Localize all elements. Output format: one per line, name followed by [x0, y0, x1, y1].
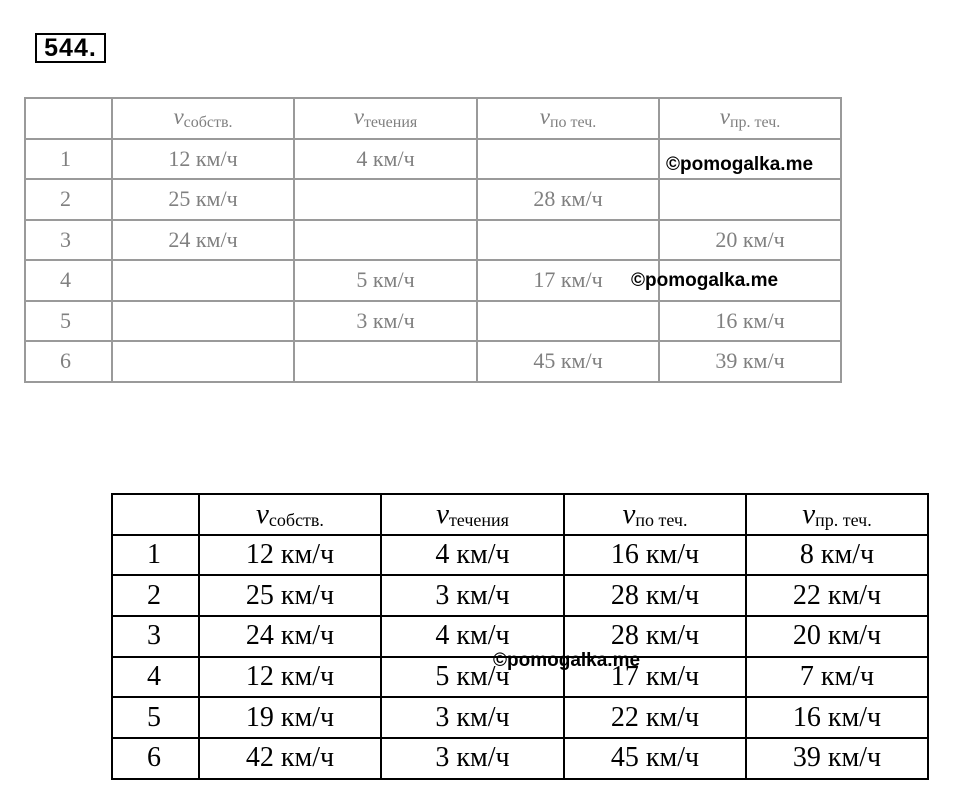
header-downstream-label: по теч.: [549, 114, 597, 132]
own-speed-cell: [112, 260, 294, 301]
row-number: 6: [112, 738, 199, 779]
v-symbol: v: [622, 497, 636, 530]
watermark: ©pomogalka.me: [666, 154, 814, 175]
row-number: 2: [112, 575, 199, 616]
current-speed-cell: 5 км/ч: [294, 260, 477, 301]
row-number: 1: [25, 139, 112, 180]
upstream-speed-cell: 8 км/ч: [746, 535, 928, 576]
upstream-speed-cell: 22 км/ч: [746, 575, 928, 616]
downstream-speed-cell: 28 км/ч: [477, 179, 659, 220]
table-row: [25, 179, 841, 220]
header-current-speed: [381, 494, 564, 535]
upstream-speed-cell: 39 км/ч: [746, 738, 928, 779]
downstream-speed-cell: 17 км/ч: [477, 260, 659, 301]
row-number: 4: [25, 260, 112, 301]
row-number: 4: [112, 657, 199, 698]
header-upstream-speed: [659, 98, 841, 139]
watermark: ©pomogalka.me: [493, 650, 641, 671]
table-row: [112, 697, 928, 738]
downstream-speed-cell: 22 км/ч: [564, 697, 746, 738]
current-speed-cell: [294, 220, 477, 261]
row-number: 5: [25, 301, 112, 342]
upstream-speed-cell: 20 км/ч: [659, 220, 841, 261]
header-own-label: собств.: [183, 114, 233, 132]
table-row: [25, 341, 841, 382]
header-cell-empty: [112, 494, 199, 535]
header-own-label: собств.: [268, 509, 324, 530]
row-number: 2: [25, 179, 112, 220]
header-downstream-label: по теч.: [635, 509, 688, 530]
row-number: 3: [112, 616, 199, 657]
downstream-speed-cell: 45 км/ч: [564, 738, 746, 779]
upstream-speed-cell: 7 км/ч: [746, 657, 928, 698]
current-speed-cell: 3 км/ч: [294, 301, 477, 342]
header-current-label: течения: [448, 509, 509, 530]
upstream-speed-cell: [659, 179, 841, 220]
current-speed-cell: [294, 341, 477, 382]
current-speed-cell: 4 км/ч: [294, 139, 477, 180]
v-symbol: v: [719, 104, 730, 130]
own-speed-cell: 24 км/ч: [199, 616, 381, 657]
current-speed-cell: 5 км/ч: [381, 657, 564, 698]
own-speed-cell: 19 км/ч: [199, 697, 381, 738]
table-row: [112, 535, 928, 576]
row-number: 6: [25, 341, 112, 382]
answer-table: [111, 493, 929, 780]
header-downstream-speed: [477, 98, 659, 139]
own-speed-cell: 12 км/ч: [199, 657, 381, 698]
table-row: [112, 738, 928, 779]
header-cell-empty: [25, 98, 112, 139]
header-own-speed: [112, 98, 294, 139]
header-upstream-speed: [746, 494, 928, 535]
current-speed-cell: 3 км/ч: [381, 738, 564, 779]
row-number: 3: [25, 220, 112, 261]
v-symbol: v: [539, 104, 550, 130]
row-number: 1: [112, 535, 199, 576]
upstream-speed-cell: 20 км/ч: [746, 616, 928, 657]
downstream-speed-cell: 16 км/ч: [564, 535, 746, 576]
downstream-speed-cell: 28 км/ч: [564, 575, 746, 616]
v-symbol: v: [802, 497, 816, 530]
upstream-speed-cell: 16 км/ч: [659, 301, 841, 342]
current-speed-cell: 4 км/ч: [381, 535, 564, 576]
own-speed-cell: [112, 301, 294, 342]
own-speed-cell: 12 км/ч: [199, 535, 381, 576]
downstream-speed-cell: 45 км/ч: [477, 341, 659, 382]
downstream-speed-cell: [477, 139, 659, 180]
row-number: 5: [112, 697, 199, 738]
v-symbol: v: [256, 497, 269, 530]
table-header-row: [25, 98, 841, 139]
task-table: [24, 97, 842, 383]
downstream-speed-cell: [477, 301, 659, 342]
watermark: ©pomogalka.me: [631, 270, 779, 291]
v-symbol: v: [353, 104, 364, 130]
header-current-speed: [294, 98, 477, 139]
downstream-speed-cell: [477, 220, 659, 261]
v-symbol: v: [173, 104, 184, 130]
own-speed-cell: 25 км/ч: [199, 575, 381, 616]
upstream-speed-cell: 16 км/ч: [746, 697, 928, 738]
header-own-speed: [199, 494, 381, 535]
header-current-label: течения: [363, 114, 418, 132]
current-speed-cell: [294, 179, 477, 220]
current-speed-cell: 3 км/ч: [381, 575, 564, 616]
own-speed-cell: 25 км/ч: [112, 179, 294, 220]
own-speed-cell: 12 км/ч: [112, 139, 294, 180]
table-row: [25, 220, 841, 261]
current-speed-cell: 4 км/ч: [381, 616, 564, 657]
downstream-speed-cell: 17 км/ч: [564, 657, 746, 698]
table-row: [112, 575, 928, 616]
header-upstream-label: пр. теч.: [729, 114, 781, 132]
upstream-speed-cell: 39 км/ч: [659, 341, 841, 382]
header-downstream-speed: [564, 494, 746, 535]
current-speed-cell: 3 км/ч: [381, 697, 564, 738]
table-row: [25, 301, 841, 342]
own-speed-cell: 42 км/ч: [199, 738, 381, 779]
table-header-row: [112, 494, 928, 535]
header-upstream-label: пр. теч.: [815, 509, 872, 530]
downstream-speed-cell: 28 км/ч: [564, 616, 746, 657]
own-speed-cell: [112, 341, 294, 382]
v-symbol: v: [436, 497, 449, 530]
problem-number: 544.: [35, 33, 106, 63]
own-speed-cell: 24 км/ч: [112, 220, 294, 261]
